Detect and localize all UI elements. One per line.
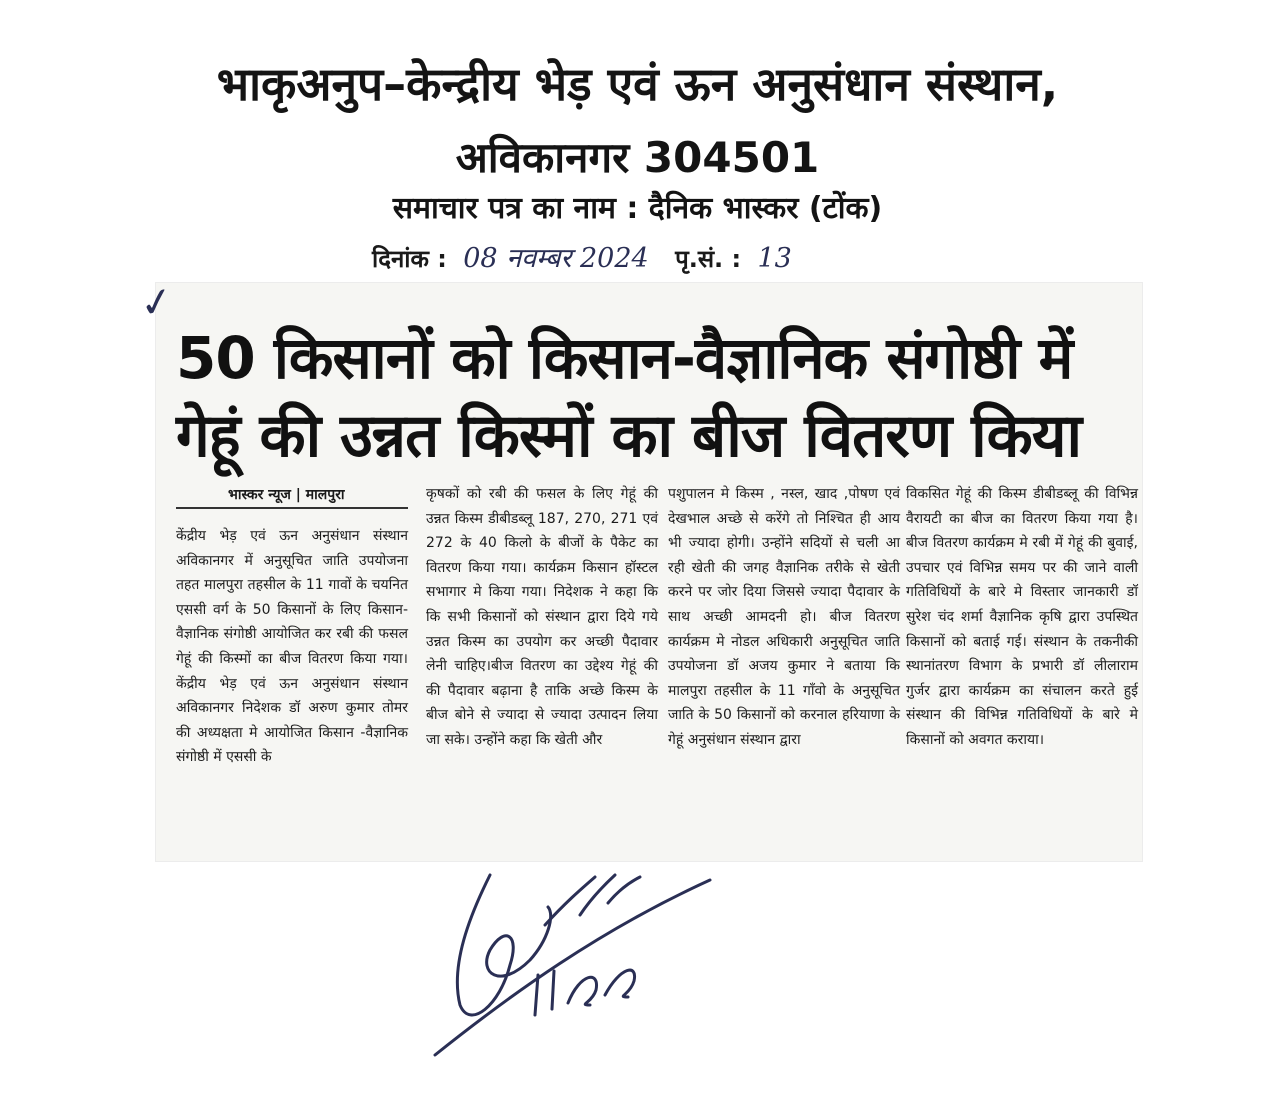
article-column-4: विकसित गेहूं की किस्म डीबीडब्लू की विभिन्न वैरायटी का बीज का वितरण किया गया है। बीज वितरण कार्यक्रम मे रबी में गेहूं की बुवाई, उपचार एवं विभिन्न समय पर की जाने वाली गतिविधियों के बारे मे विस्तार जानकारी डॉ सुरेश चंद शर्मा वैज्ञानिक कृषि द्वारा उपस्थित किसानों को बताई गई। संस्थान के तकनीकी स्थानांतरण विभाग के प्रभारी डॉ लीलाराम गुर्जर द्वारा कार्यक्रम का संचालन करते हुई संस्थान की विभिन्न गतिविधियों के बारे मे किसानों को अवगत कराया।	[906, 486, 1138, 748]
date-value: 08 नवम्बर 2024	[463, 243, 649, 274]
newspaper-name: समाचार पत्र का नाम : दैनिक भास्कर (टोंक)	[392, 191, 883, 226]
page-number: 13	[757, 243, 792, 274]
headline-line-2: गेहूं की उन्नत किस्मों का बीज वितरण किया	[176, 401, 1082, 471]
institute-location: अविकानगर 304501	[455, 133, 820, 182]
article-column-3: पशुपालन मे किस्म , नस्ल, खाद ,पोषण एवं देखभाल अच्छे से करेंगे तो निश्चित ही आय भी ज्यादा होगी। उन्होंने सदियों से चली आ रही खेती की जगह वैज्ञानिक तरीके से खेती करने पर जोर दिया जिससे ज्यादा पैदावार के साथ अच्छी आमदनी हो। बीज वितरण कार्यक्रम मे नोडल अधिकारी अनुसूचित जाति उपयोजना डॉ अजय कुमार ने बताया कि मालपुरा तहसील के 11 गाँवो के अनुसूचित जाति के 50 किसानों को करनाल हरियाणा के गेहूं अनुसंधान संस्थान द्वारा	[668, 486, 900, 748]
headline-line-1: 50 किसानों को किसान-वैज्ञानिक संगोष्ठी में	[176, 324, 1073, 392]
date-page-row	[372, 238, 810, 275]
article-column-2: कृषकों को रबी की फसल के लिए गेहूं की उन्नत किस्म डीबीडब्लू 187, 270, 271 एवं 272 के 40 किलो के बीजों के पैकेट का वितरण किया गया। कार्यक्रम किसान हॉस्टल सभागार मे किया गया। निदेशक ने कहा कि कि सभी किसानों को संस्थान द्वारा दिये गये उन्नत किस्म का उपयोग कर अच्छी पैदावार लेनी चाहिए।बीज वितरण का उद्देश्य गेहूं की की पैदावार बढ़ाना है ताकि अच्छे किस्म के बीज बोने से ज्यादा से ज्यादा उत्पादन लिया जा सके। उन्होंने कहा कि खेती और	[426, 486, 658, 748]
handwritten-tick-icon: ✓	[136, 277, 178, 329]
institute-name: भाकृअनुप–केन्द्रीय भेड़ एवं ऊन अनुसंधान संस्थान,	[216, 57, 1059, 111]
handwritten-signature	[430, 855, 750, 1075]
byline: भास्कर न्यूज | मालपुरा	[228, 487, 345, 503]
date-label: दिनांक :	[372, 245, 447, 273]
byline-divider	[176, 507, 408, 509]
article-column-1: केंद्रीय भेड़ एवं ऊन अनुसंधान संस्थान अविकानगर में अनुसूचित जाति उपयोजना तहत मालपुरा तहसील के 11 गावों के चयनित एससी वर्ग के 50 किसानों के लिए किसान-वैज्ञानिक संगोष्ठी आयोजित कर रबी की फसल गेहूं की किस्मों का बीज वितरण किया गया। केंद्रीय भेड़ एवं ऊन अनुसंधान संस्थान अविकानगर निदेशक डॉ अरुण कुमार तोमर की अध्यक्षता मे आयोजित किसान -वैज्ञानिक संगोष्ठी में एससी के	[176, 528, 408, 766]
page-label: पृ.सं. :	[675, 245, 742, 273]
